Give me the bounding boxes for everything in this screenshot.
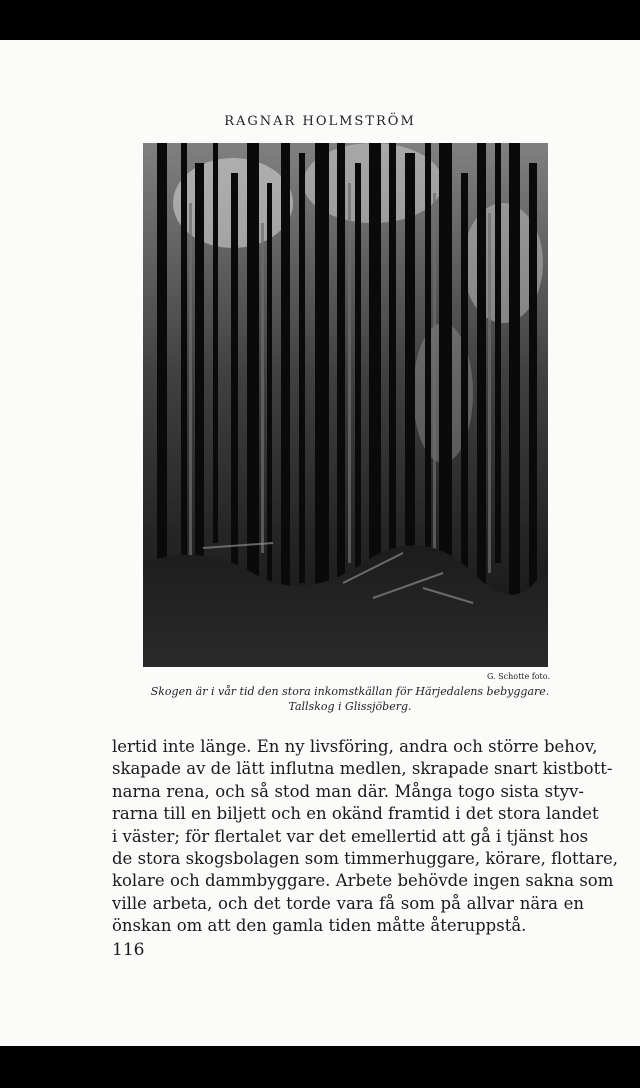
text-line: i väster; för flertalet var det emellertid att gå i tjänst hos (112, 826, 589, 846)
text-line: ville arbeta, och det torde vara få som på allvar nära en (112, 893, 584, 913)
running-head: RAGNAR HOLMSTRÖM (224, 114, 416, 129)
body-paragraph (112, 736, 619, 938)
book-page (0, 40, 640, 1046)
pine-forest-image (143, 143, 548, 667)
text-line: narna rena, och så stod man där. Många togo sista styv- (112, 781, 584, 801)
page-number: 116 (112, 940, 145, 960)
text-line: rarna till en biljett och en okänd framtid i det stora landet (112, 804, 599, 824)
text-line: de stora skogsbolagen som timmerhuggare, körare, flottare, (112, 849, 619, 869)
text-line: lertid inte länge. En ny livsföring, andra och större behov, (112, 737, 598, 756)
photo-credit: G. Schotte foto. (486, 672, 550, 681)
figure-caption (100, 684, 600, 714)
forest-photograph (143, 143, 548, 667)
text-line: skapade av de lätt influtna medlen, skrapade snart kistbott- (112, 759, 613, 779)
caption-line: Skogen är i vår tid den stora inkomstkällan för Härjedalens bebyggare. (150, 685, 550, 698)
text-line: önskan om att den gamla tiden måtte återuppstå. (112, 916, 527, 936)
caption-line: Tallskog i Glissjöberg. (288, 700, 412, 713)
text-line: kolare och dammbyggare. Arbete behövde ingen sakna som (112, 871, 614, 891)
